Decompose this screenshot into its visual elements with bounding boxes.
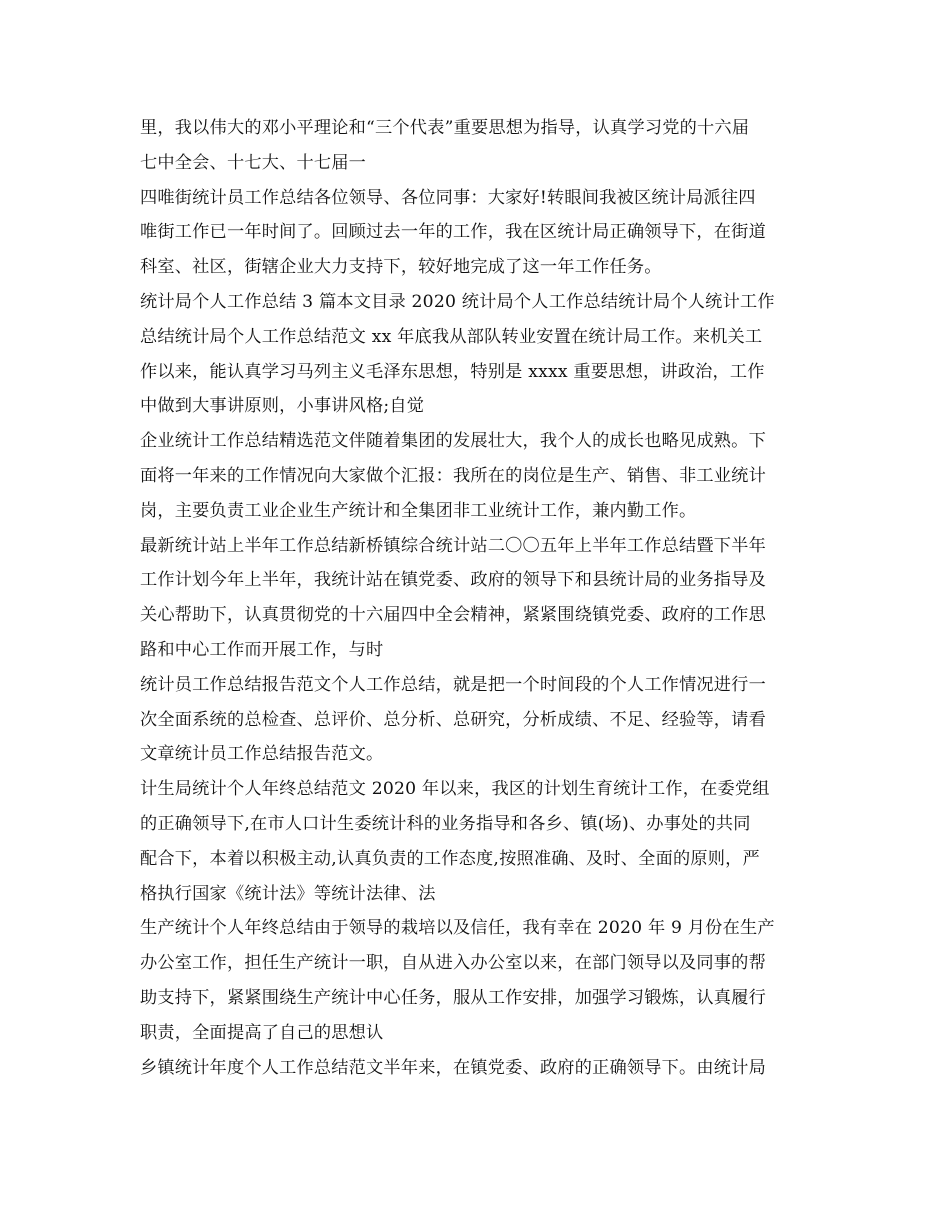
- text-line: 工作计划今年上半年，我统计站在镇党委、政府的领导下和县统计局的业务指导及: [140, 570, 766, 591]
- text-line: 计生局统计个人年终总结范文 2020 年以来，我区的计划生育统计工作，在委党组: [140, 779, 770, 800]
- text-line: 里，我以伟大的邓小平理论和“三个代表”重要思想为指导，认真学习党的十六届: [140, 118, 750, 138]
- text-line: 职责，全面提高了自己的思想认: [140, 1022, 384, 1043]
- text-line: 统计员工作总结报告范文个人工作总结，就是把一个时间段的个人工作情况进行一: [140, 674, 766, 695]
- text-line: 格执行国家《统计法》等统计法律、法: [140, 883, 436, 904]
- text-line: 作以来，能认真学习马列主义毛泽东思想，特别是 xxxx 重要思想，讲政治，工作: [140, 361, 765, 382]
- paragraph-5: [140, 529, 820, 668]
- text-line: 总结统计局个人工作总结范文 xx 年底我从部队转业安置在统计局工作。来机关工: [140, 326, 763, 347]
- text-line: 四唯街统计员工作总结各位领导、各位同事：大家好!转眼间我被区统计局派往四: [140, 187, 756, 208]
- paragraph-9: [140, 1051, 820, 1086]
- text-line: 办公室工作，担任生产统计一职，自从进入办公室以来，在部门领导以及同事的帮: [140, 953, 766, 974]
- text-line: 助支持下，紧紧围绕生产统计中心任务，服从工作安排，加强学习锻炼，认真履行: [140, 987, 766, 1008]
- text-line: 次全面系统的总检查、总评价、总分析、总研究，分析成绩、不足、经验等，请看: [140, 709, 766, 730]
- text-line: 的正确领导下,在市人口计生委统计科的业务指导和各乡、镇(场)、办事处的共同: [140, 813, 751, 834]
- paragraph-2: [140, 181, 820, 285]
- text-line: 关心帮助下，认真贯彻党的十六届四中全会精神，紧紧围绕镇党委、政府的工作思: [140, 605, 766, 626]
- text-line: 文章统计员工作总结报告范文。: [140, 744, 384, 765]
- text-line: 唯街工作已一年时间了。回顾过去一年的工作，我在区统计局正确领导下，在街道: [140, 222, 766, 243]
- paragraph-7: [140, 772, 820, 911]
- text-line: 路和中心工作而开展工作，与时: [140, 639, 384, 660]
- text-line: 统计局个人工作总结 3 篇本文目录 2020 统计局个人工作总结统计局个人统计工作: [140, 291, 775, 312]
- text-line: 乡镇统计年度个人工作总结范文半年来，在镇党委、政府的正确领导下。由统计局: [140, 1057, 766, 1078]
- paragraph-8: [140, 911, 820, 1050]
- text-line: 七中全会、十七大、十七届一: [140, 152, 367, 173]
- paragraph-6: [140, 668, 820, 772]
- text-line: 企业统计工作总结精选范文伴随着集团的发展壮大，我个人的成长也略见成熟。下: [140, 431, 766, 452]
- text-line: 科室、社区，街辖企业大力支持下，较好地完成了这一年工作任务。: [140, 257, 662, 278]
- text-line: 中做到大事讲原则，小事讲风格;自觉: [140, 396, 425, 417]
- paragraph-4: [140, 424, 820, 528]
- text-line: 生产统计个人年终总结由于领导的栽培以及信任，我有幸在 2020 年 9 月份在生产: [140, 918, 775, 939]
- text-line: 岗，主要负责工业企业生产统计和全集团非工业统计工作，兼内勤工作。: [140, 500, 697, 521]
- paragraph-3: [140, 285, 820, 424]
- paragraph-1: [140, 111, 820, 181]
- text-line: 最新统计站上半年工作总结新桥镇综合统计站二〇〇五年上半年工作总结暨下半年: [140, 535, 766, 556]
- document-body: [140, 111, 820, 1085]
- text-line: 面将一年来的工作情况向大家做个汇报：我所在的岗位是生产、销售、非工业统计: [140, 465, 766, 486]
- text-line: 配合下，本着以积极主动,认真负责的工作态度,按照准确、及时、全面的原则，严: [140, 848, 760, 869]
